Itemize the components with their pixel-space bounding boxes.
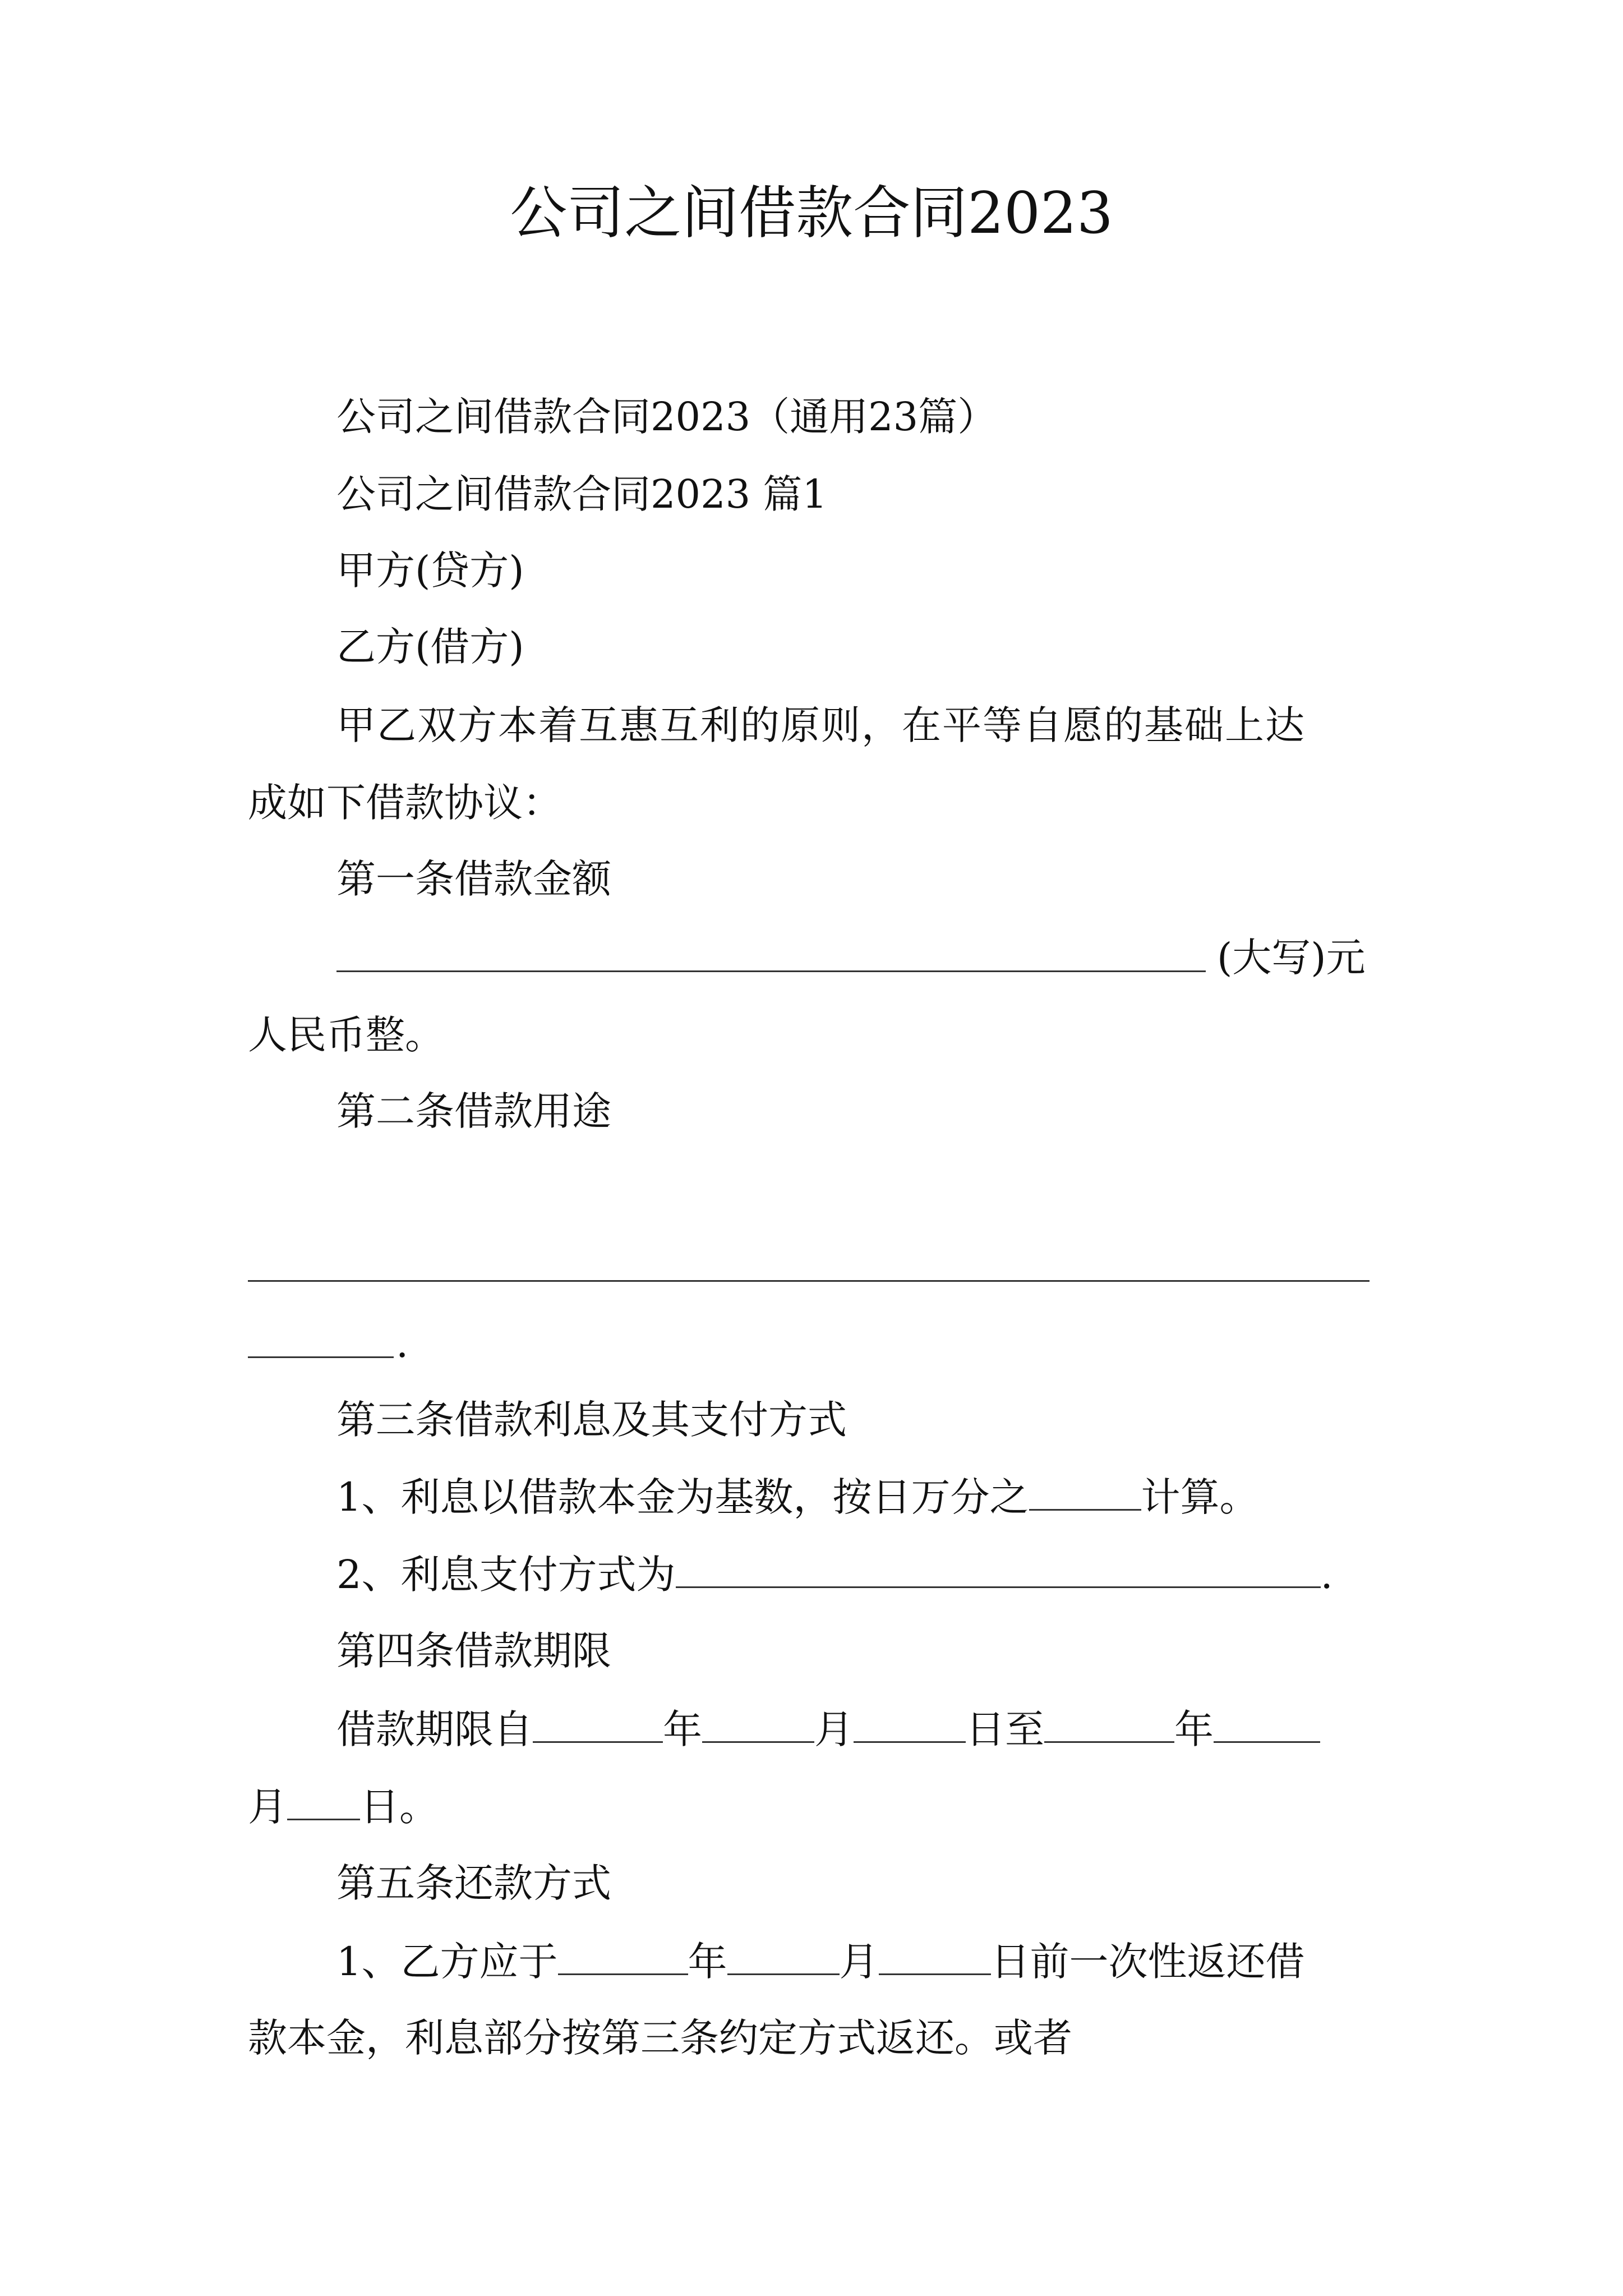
repayment-text: 日前一次性返还借 <box>990 1939 1305 1985</box>
loan-term-line1 <box>336 1706 1320 1752</box>
intro-paragraph-line1: 甲乙双方本着互惠互利的原则，在平等自愿的基础上达 <box>336 702 1306 748</box>
loan-term-label: 借款期限自 <box>336 1706 533 1752</box>
repayment-label: 1、乙方应于 <box>336 1939 558 1985</box>
purpose-blank-line2 <box>248 1356 394 1358</box>
repay-year-blank <box>558 1941 688 1975</box>
amount-suffix: (大写)元 <box>1217 935 1366 981</box>
day-label-2: 日。 <box>360 1784 439 1830</box>
repay-month-label: 月 <box>839 1939 879 1985</box>
article3-item1 <box>336 1474 1259 1520</box>
document-subtitle: 公司之间借款合同2023（通用23篇） <box>336 394 997 440</box>
purpose-end: . <box>396 1320 409 1366</box>
article3-item2-text: 2、利息支付方式为 <box>336 1552 676 1598</box>
party-a: 甲方(贷方) <box>336 547 524 593</box>
purpose-blank-line1 <box>248 1280 1370 1282</box>
article5-heading: 第五条还款方式 <box>336 1860 611 1906</box>
party-b: 乙方(借方) <box>336 624 524 670</box>
article3-item1-suffix: 计算。 <box>1141 1474 1259 1520</box>
month-label-2: 月 <box>248 1784 287 1830</box>
end-month-blank-part <box>1214 1709 1320 1743</box>
repay-month-blank <box>727 1941 840 1975</box>
interest-rate-blank <box>1029 1476 1141 1511</box>
article3-item2-suffix: . <box>1320 1552 1333 1598</box>
start-year-blank <box>533 1709 663 1743</box>
article1-line2: 人民币整。 <box>248 1012 444 1058</box>
amount-blank <box>336 970 1206 972</box>
article4-heading: 第四条借款期限 <box>336 1628 611 1674</box>
end-day-blank <box>287 1786 360 1820</box>
article3-item2 <box>336 1552 1333 1598</box>
article2-heading: 第二条借款用途 <box>336 1088 611 1134</box>
article1-heading: 第一条借款金额 <box>336 856 611 902</box>
article3-heading: 第三条借款利息及其支付方式 <box>336 1397 847 1443</box>
end-year-blank <box>1044 1709 1174 1743</box>
repayment-line1 <box>336 1939 1305 1985</box>
article3-item1-text: 1、利息以借款本金为基数，按日万分之 <box>336 1474 1029 1520</box>
document-title: 公司之间借款合同2023 <box>510 180 1113 247</box>
repay-year-label: 年 <box>688 1939 727 1985</box>
part-heading: 公司之间借款合同2023 篇1 <box>336 471 827 517</box>
payment-method-blank <box>676 1554 1321 1588</box>
intro-paragraph-line2: 成如下借款协议： <box>248 780 562 826</box>
year-label-2: 年 <box>1174 1706 1214 1752</box>
repayment-line2: 款本金，利息部分按第三条约定方式返还。或者 <box>248 2015 1072 2061</box>
day-to-label: 日至 <box>966 1706 1044 1752</box>
start-day-blank <box>854 1709 966 1743</box>
repay-day-blank <box>879 1941 991 1975</box>
loan-term-line2 <box>248 1784 439 1830</box>
start-month-blank <box>702 1709 814 1743</box>
month-label: 月 <box>814 1706 854 1752</box>
year-label: 年 <box>663 1706 702 1752</box>
